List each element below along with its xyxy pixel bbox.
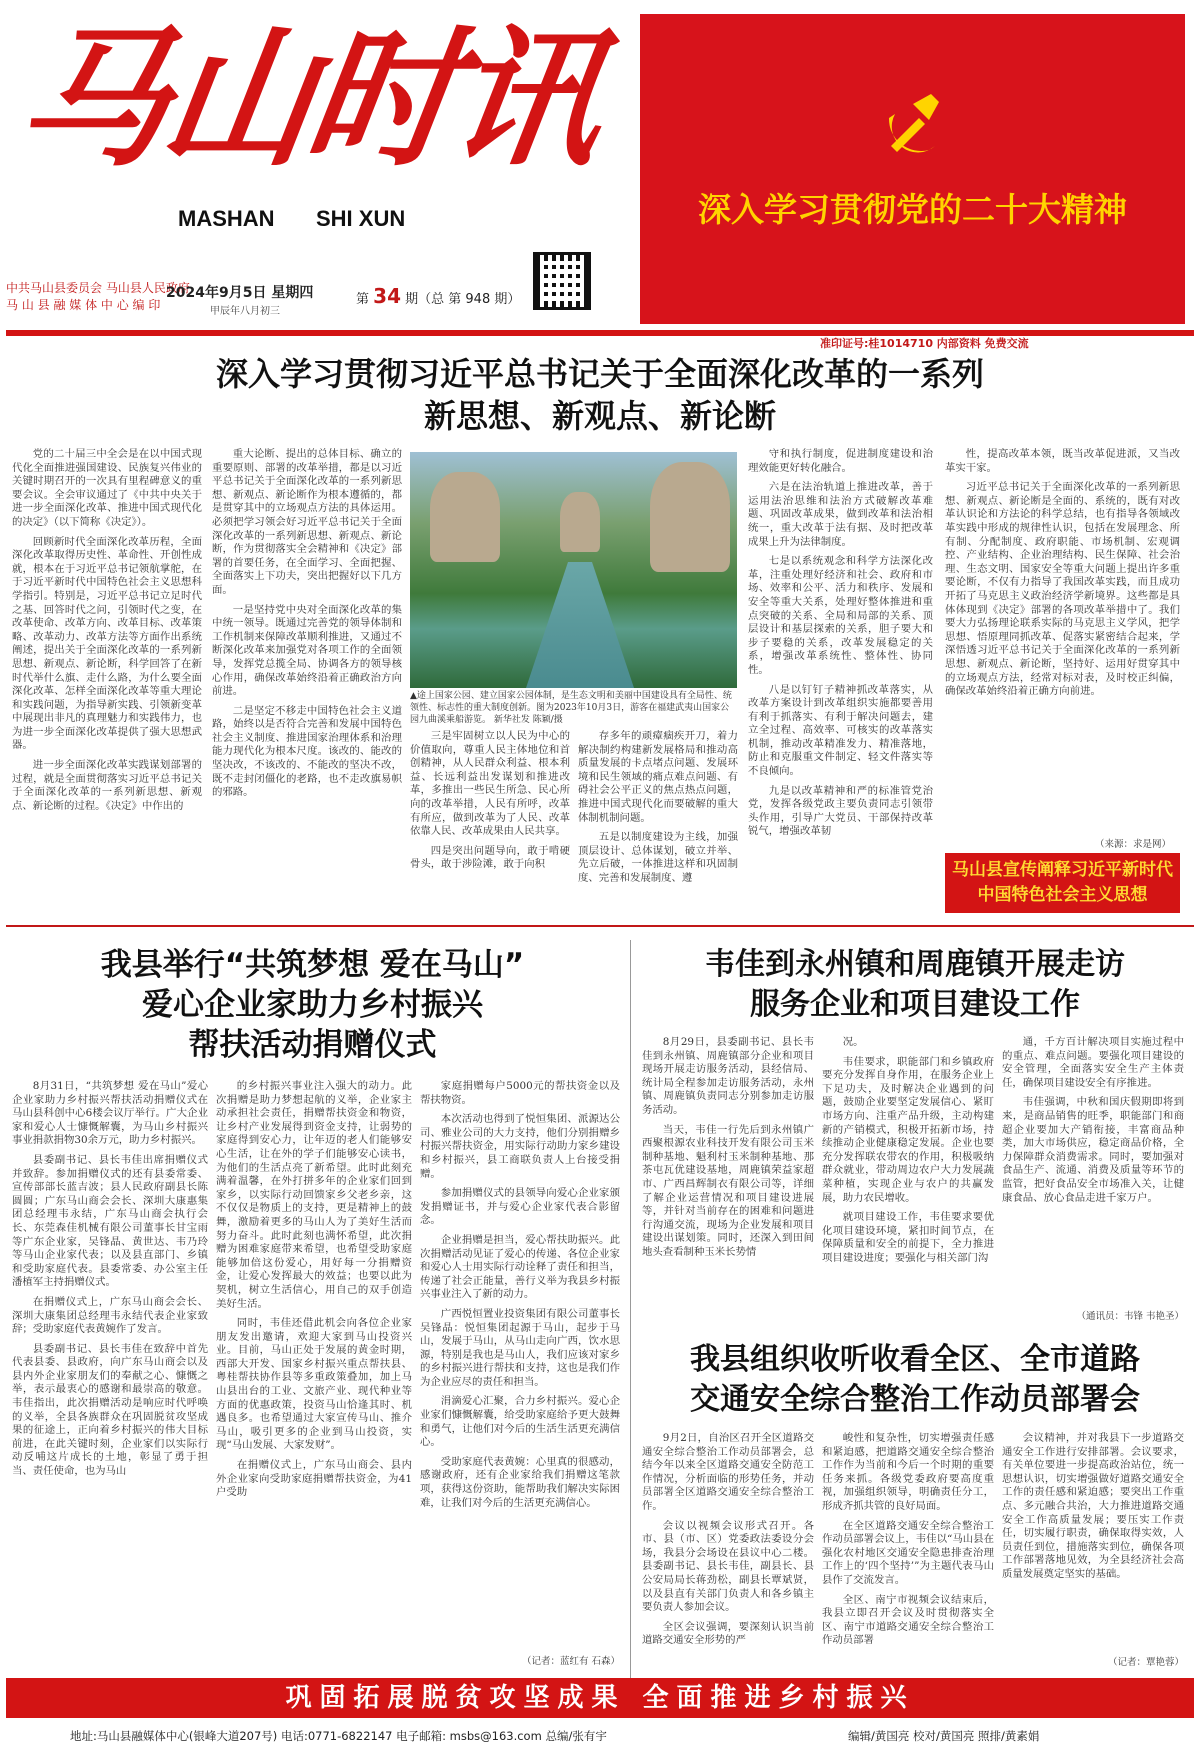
publisher-info <box>6 280 190 314</box>
footer-editors: 编辑/黄国亮 校对/黄国亮 照排/黄素娟 <box>848 1729 1040 1743</box>
lead-headline-line-1: 深入学习贯彻习近平总书记关于全面深化改革的一系列 <box>215 355 984 393</box>
paragraph: 四是突出问题导向，敢于啃硬骨头，敢于涉险滩，敢于向积 <box>410 844 570 871</box>
issue-suffix: 期（总 第 948 期） <box>405 292 521 307</box>
paragraph: 县委副书记、县长韦佳在致辞中首先代表县委、县政府，向广东马山商会以及县内外企业家朋友们的奉献之心、慷慨之举，表示最衷心的感谢和最崇高的敬意。韦佳指出，此次捐赠活动是响应时代呼唤的义举，全县各族群众在巩固脱贫攻坚成果的征途上，正向着乡村振兴的伟大目标前进，在此关键时刻，企业家们以实际行动反哺这片成长的土地，彰显了勇于担当、责任使命，也为马山 <box>12 1342 208 1478</box>
paragraph: 同时，韦佳还借此机会向各位企业家朋友发出邀请，欢迎大家到马山投资兴业。目前，马山正处于发展的黄金时期，西部大开发、国家乡村振兴重点帮扶县、粤桂帮扶协作县等多重政策叠加，加上马山县出台的工业、文旅产业、现代种业等方面的优惠政策，投资马山恰逢其时、机遇良多。也希望通过大家宣传马山、推介马山，吸引更多的企业到马山投资，实现“马山发展、大家发财”。 <box>216 1317 412 1452</box>
section-divider <box>6 925 1194 927</box>
paragraph: 重大论断、提出的总体目标、确立的重要原则、部署的改革举措，都是以习近平总书记关于全面深化改革的一系列新思想、新观点、新论断作为根本遵循的，都是贯穿其中的立场观点方法的具体运用。必须把学习领会好习近平总书记关于全面深化改革的一系列新思想、新观点、新论断，作为贯彻落实全会精神和《决定》部署的首要任务，在全面学习、全面把握、全面落实上下功夫，突出把握好以下几方面。 <box>212 448 402 596</box>
paragraph: 全区会议强调，要深刻认识当前道路交通安全形势的严 <box>642 1620 814 1647</box>
paragraph: 县委副书记、县长韦佳出席捐赠仪式并致辞。参加捐赠仪式的还有县委常委、宣传部部长蓝吉波；县人民政府副县长陈圆圆；广东马山商会会长、深圳大康惠集团总经理韦永结，广东马山商会执行会长、东莞森佳机械有限公司董事长甘宝雨等广东企业家，吴锋晶、黄世达、韦乃玲等马山企业家代表；以及县直部门、乡镇和受助家庭代表。县委常委、办公室主任潘植军主持捐赠仪式。 <box>12 1153 208 1289</box>
paragraph: 当天，韦佳一行先后到永州镇广西聚根源农业科技开发有限公司玉米制种基地、魁利村玉米制种基地、那茶屯瓦优建设基地，周鹿镇荣益家超市、广西昌辉制衣有限公司等，详细了解企业运营情况和项目建设进展等，并针对当前存在的困难和问题进行沟通交流，现场为企业发展和项目建设出谋划策。同时，还深入到田间地头查看制种玉米长势情 <box>642 1123 814 1258</box>
paragraph: 会议以视频会议形式召开。各市、县（市、区）党委政法委设分会场，我县分会场设在县议中心二楼。县委副书记、县长韦佳，副县长、县公安局局长蒋劲松，副县长覃斌贤，以及县直有关部门负责人和各乡镇主要负责人参加会议。 <box>642 1519 814 1614</box>
issue-number <box>356 284 520 308</box>
pinyin-left: MASHAN <box>178 206 275 231</box>
paragraph: 性，提高改革本领，既当改革促进派，又当改革实干家。 <box>945 448 1180 474</box>
paragraph: 在捐赠仪式上，广东马山商会会长、深圳大康集团总经理韦永结代表企业家致辞；受助家庭代表黄婉作了发言。 <box>12 1295 208 1336</box>
paragraph: 存多年的顽瘴痼疾开刀，着力解决制约构建新发展格局和推动高质量发展的卡点堵点问题、发展环境和民生领域的痛点难点问题、有碍社会公平正义的焦点热点问题，推进中国式现代化而要破解的重大体制机制问题。 <box>578 730 738 824</box>
paragraph: 一是坚持党中央对全面深化改革的集中统一领导。既通过完善党的领导体制和工作机制来保障改革顺利推进，又通过不断深化改革来加强党对各项工作的全面领导，发挥党总揽全局、协调各方的领导核心作用，确保改革始终沿着正确政治方向前进。 <box>212 603 402 698</box>
article-4-headline <box>640 1340 1190 1420</box>
paragraph: 七是以系统观念和科学方法深化改革，注重处理好经济和社会、政府和市场、效率和公平、活力和秩序、发展和安全等重大关系，处理好整体推进和重点突破的关系、全局和局部的关系、顶层设计和基层探索的关系，胆子要大和步子要稳的关系，改革发展稳定的关系，增强改革系统性、整体性、协同性。 <box>748 555 933 676</box>
article-2-headline-line-1: 我县举行“共筑梦想 爱在马山” <box>100 947 525 983</box>
paragraph: 会议精神，并对我县下一步道路交通安全工作进行安排部署。会议要求，有关单位要进一步提高政治站位，统一思想认识，切实增强做好道路交通安全工作的责任感和紧迫感；要突出工作重点、多元融合共治，大力推进道路交通安全工作高质量发展；要压实工作责任，切实履行职责，确保取得实效，人员责任到位，措施落实到位，确保各项工作部署落地见效，为全县经济社会高质量发展奠定坚实的基础。 <box>1002 1432 1184 1580</box>
article-2-byline: （记者：蓝红有 石森） <box>521 1656 620 1667</box>
article-3-col-1 <box>642 1036 814 1322</box>
publisher-line-2: 马 山 县 融 媒 体 中 心 编 印 <box>6 298 161 312</box>
promo-box <box>945 853 1180 913</box>
paragraph: 广西悦恒置业投资集团有限公司董事长吴锋晶：悦恒集团起源于马山，起步于马山，发展于马山，从马山走向广西，饮水思源，特别是我也是马山人，我们应该对家乡的乡村振兴进行帮扶和支持，这也是我们作为企业应尽的责任和担当。 <box>420 1307 620 1388</box>
permit-number: 准印证号:桂1014710 内部资料 免费交流 <box>820 337 1029 350</box>
paragraph: 五是以制度建设为主线，加强顶层设计、总体谋划，破立并举、先立后破，一体推进这样和巩固制度、完善和发展制度、遵 <box>578 831 738 884</box>
paragraph: 六是在法治轨道上推进改革，善于运用法治思维和法治方式破解改革难题、巩固改革成果，做到改革和法治相统一，重大改革于法有据、及时把改革成果上升为法律制度。 <box>748 481 933 548</box>
paragraph: 守和执行制度，促进制度建设和治理效能更好转化融合。 <box>748 448 933 474</box>
paragraph: 通，千方百计解决项目实施过程中的重点、难点问题。要强化项目建设的安全管理，全面落实安全生产主体责任，确保项目建设安全有序推进。 <box>1002 1036 1184 1089</box>
paragraph: 习近平总书记关于全面深化改革的一系列新思想、新观点、新论断是全面的、系统的，既有对改革认识论和方法论的科学总结，也有指导各领域改革实践中形成的规律性认识，包括在发展理念、所有制、分配制度、政府职能、市场机制、宏观调控、产业结构、企业治理结构、民生保障、社会治理、生态文明、国家安全等重大问题上提出许多重要论断，不仅有力指导了我国改革实践，而且成功开拓了马克思主义政治经济学新境界。这些都是具体体现到《决定》部署的各项改革举措中了。我们要大力弘扬理论联系实际的马克思主义学风，把学思想、悟原理同抓改革、促落实紧密结合起来，学深悟透习近平总书记关于全面深化改革的一系列新思想、新观点、新论断，坚持好、运用好贯穿其中的立场观点方法，经常对标对表，及时校正纠偏，确保改革始终沿着正确方向前进。 <box>945 481 1180 698</box>
paragraph: 全区、南宁市视频会议结束后，我县立即召开会议及时贯彻落实全区、南宁市道路交通安全综合整治工作动员部署 <box>822 1593 994 1647</box>
article-4-byline: （记者：覃艳蓉） <box>1107 1657 1184 1668</box>
qr-code-icon[interactable] <box>533 252 591 310</box>
article-2-headline <box>10 945 615 1065</box>
article-3-headline <box>640 945 1190 1025</box>
issue-date: 2024年9月5日 星期四 <box>166 285 314 301</box>
promo-line-1: 马山县宣传阐释习近平新时代 <box>952 860 1173 880</box>
article-4-headline-line-2: 交通安全综合整治工作动员部署会 <box>690 1382 1140 1417</box>
article-2-headline-line-3: 帮扶活动捐赠仪式 <box>188 1027 437 1063</box>
paragraph: 的乡村振兴事业注入强大的动力。此次捐赠是助力梦想起航的义举，企业家主动承担社会责任，捐赠帮扶资金和物资，让乡村产业发展得到资金支持，让弱势的家庭得到安心力，让年迈的老人们能够安心生活，让在外的学子们能够安心读书，为他们的生活点亮了新希望。此时此刻充满着温馨，在外打拼多年的企业家们回到家乡，以实际行动回馈家乡父老乡亲，这不仅仅是物质上的支持，更是精神上的鼓舞，激励着更多的马山人为了美好生活而努力奋斗。此时此刻也满怀希望，此次捐赠为困难家庭带来希望，也希望受助家庭能够加倍这份爱心，用好每一分捐赠资金，让爱心发挥最大的效益；也要以此为契机，树立生活信心，用自己的双手创造美好生活。 <box>216 1080 412 1310</box>
lead-source: （来源：求是网） <box>1095 839 1172 850</box>
paragraph: 就项目建设工作，韦佳要求要优化项目建设环境，紧扣时间节点，在保障质量和安全的前提下，全力推进项目建设进度；要强化与相关部门沟 <box>822 1211 994 1264</box>
party-banner <box>640 14 1185 324</box>
photo-caption: ▲途上国家公园、建立国家公园体制，是生态文明和美丽中国建设具有全局性、统领性、标志性的重大制度创新。图为2023年10月3日，游客在福建武夷山国家公园九曲溪乘船游览。 新华社发 陈颖/摄 <box>410 691 732 725</box>
paragraph: 受助家庭代表黄婉：心里真的很感动，感谢政府，还有企业家给我们捐赠这笔款项，获得这份资助，能帮助我们解决实际困难，让我们对今后的生活更充满信心。 <box>420 1455 620 1509</box>
paragraph: 在捐赠仪式上，广东马山商会、县内外企业家向受助家庭捐赠帮扶资金，为41户受助 <box>216 1459 412 1499</box>
paragraph: 况。 <box>842 1036 864 1048</box>
article-4-col-3 <box>1002 1432 1184 1652</box>
lead-headline <box>0 353 1200 437</box>
paragraph: 家庭捐赠每户5000元的帮扶资金以及帮扶物资。 <box>420 1080 620 1106</box>
issue-num: 34 <box>373 284 401 308</box>
lead-col-3 <box>410 730 570 920</box>
article-4-col-2 <box>822 1432 994 1668</box>
paragraph: 8月31日，“共筑梦想 爱在马山”爱心企业家助力乡村振兴帮扶活动捐赠仪式在马山县科创中心6楼会议厅举行。广大企业家和爱心人士慷慨解囊，为马山乡村振兴事业捐款捐物30余万元，助力乡村振兴。 <box>12 1080 208 1147</box>
paragraph: 峻性和复杂性，切实增强责任感和紧迫感，把道路交通安全综合整治工作作为当前和今后一个时期的重要任务来抓。各级党委政府要高度重视，加强组织领导，明确责任分工，形成齐抓共管的良好局面。 <box>822 1432 994 1512</box>
article-2-col-1 <box>12 1080 208 1665</box>
promo-line-2: 中国特色社会主义思想 <box>977 885 1148 905</box>
article-4-headline-line-1: 我县组织收听收看全区、全市道路 <box>690 1342 1140 1377</box>
hammer-sickle-icon <box>640 84 1185 174</box>
lead-headline-line-2: 新思想、新观点、新论断 <box>423 397 776 435</box>
publisher-line-1: 中共马山县委员会 马山县人民政府 <box>6 281 190 295</box>
issue-prefix: 第 <box>356 292 370 307</box>
party-slogan: 深入学习贯彻党的二十大精神 <box>698 190 1127 229</box>
paragraph: 参加捐赠仪式的县领导向爱心企业家颁发捐赠证书，并与爱心企业家代表合影留念。 <box>420 1187 620 1227</box>
footer-banner: 巩固拓展脱贫攻坚成果 全面推进乡村振兴 <box>6 1678 1194 1718</box>
lead-col-1 <box>12 448 202 918</box>
paragraph: 九是以改革精神和严的标准管党治党，发挥各级党政主要负责同志引领带头作用，引导广大党员、干部保持改革锐气，增强改革韧 <box>748 784 933 838</box>
footer-contact: 地址:马山县融媒体中心(银峰大道207号) 电话:0771-6822147 电子邮箱: msbs@163.com 总编/张有宇 <box>70 1729 607 1743</box>
paragraph: 8月29日，县委副书记、县长韦佳到永州镇、周鹿镇部分企业和项目现场开展走访服务活动，县经信局、统计局全程参加走访服务活动，永州镇、周鹿镇负责同志分别参加走访服务活动。 <box>642 1036 814 1116</box>
article-3-headline-line-1: 韦佳到永州镇和周鹿镇开展走访 <box>705 947 1125 982</box>
article-3-headline-line-2: 服务企业和项目建设工作 <box>750 987 1080 1022</box>
paragraph: 二是坚定不移走中国特色社会主义道路，始终以是否符合完善和发展中国特色社会主义制度、推进国家治理体系和治理能力现代化为根本尺度。该改的、能改的坚决改，不该改的、不能改的坚决不改，既不走封闭僵化的老路，也不走改旗易帜的邪路。 <box>212 704 402 799</box>
lead-col-6 <box>945 448 1180 828</box>
article-3-col-2 <box>822 1036 994 1322</box>
article-2-col-2 <box>216 1080 412 1665</box>
paragraph: 涓滴爱心汇聚，合力乡村振兴。爱心企业家们慷慨解囊，给受助家庭给予更大鼓舞和勇气，让他们对今后的生活生活更充满信心。 <box>420 1395 620 1449</box>
newspaper-logo: 马山时讯 <box>7 11 609 187</box>
paragraph: 9月2日，自治区召开全区道路交通安全综合整治工作动员部署会，总结今年以来全区道路交通安全防范工作情况，分析面临的形势任务，并动员部署全区道路交通安全综合整治工作。 <box>642 1432 814 1512</box>
lead-col-4 <box>578 730 738 920</box>
lead-photo <box>410 452 737 688</box>
article-3-byline: （通讯员：韦锋 韦艳圣） <box>1076 1311 1184 1322</box>
paragraph: 在全区道路交通安全综合整治工作动员部署会议上，韦佳以“马山县在强化农村地区交通安全隐患排查治理工作上的‘四个坚持’”为主题代表马山县作了交流发言。 <box>822 1519 994 1586</box>
pinyin-right: SHI XUN <box>316 206 406 231</box>
article-3-col-3 <box>1002 1036 1184 1306</box>
paragraph: 韦佳要求，职能部门和乡镇政府要充分发挥自身作用，在服务企业上下足功夫，及时解决企业遇到的问题，鼓励企业要坚定发展信心、紧盯市场方向、注重产品升级，主动构建新的产销模式，积极开拓新市场，持续推动企业健康稳定发展。企业也要充分发挥联农带农的作用，积极吸纳群众就业，带动周边农户大力发展蔬菜种植，实现企业与农户的共赢发展，助力农民增收。 <box>822 1055 994 1204</box>
paragraph: 本次活动也得到了悦恒集团、派源达公司、雅业公司的大力支持，他们分别捐赠乡村振兴帮扶资金，用实际行动助力家乡建设和乡村振兴，县工商联负责人上台接受捐赠。 <box>420 1113 620 1180</box>
article-4-col-1 <box>642 1432 814 1668</box>
paragraph: 党的二十届三中全会是在以中国式现代化全面推进强国建设、民族复兴伟业的关键时期召开的一次具有里程碑意义的重要会议。全会审议通过了《中共中央关于进一步全面深化改革、推进中国式现代化的决定》（以下简称《决定》）。 <box>12 448 202 528</box>
paragraph: 进一步全面深化改革实践谋划部署的过程，就是全面贯彻落实习近平总书记关于全面深化改革的一系列新思想、新观点、新论断的过程。《决定》中作出的 <box>12 759 202 812</box>
lunar-date: 甲辰年八月初三 <box>210 306 280 317</box>
article-2-headline-line-2: 爱心企业家助力乡村振兴 <box>142 987 483 1023</box>
paragraph: 八是以钉钉子精神抓改革落实，从改革方案设计到改革组织实施都要善用有利于抓落实、有利于解决问题去，建立全过程、高效率、可核实的改革落实机制，推动改革精准发力、精准落地，防止和克服重文件制定、轻文件落实等不良倾向。 <box>748 683 933 778</box>
article-2-col-3 <box>420 1080 620 1650</box>
paragraph: 回顾新时代全面深化改革历程，全面深化改革取得历史性、革命性、开创性成就，根本在于习近平总书记领航掌舵，在于习近平新时代中国特色社会主义思想科学指引。特别是，习近平总书记立足时代之基、回答时代之问，引领时代之变，在改革使命、改革方向、改革目标、改革策略、改革动力、改革方法等方面作出系统阐述，提出关于全面深化改革的一系列新思想、新观点、新论断，科学回答了在新时代举什么旗、走什么路，为什么要全面深化改革、怎样全面深化改革等重大理论和实践问题，为指导新实践、引领新变革中展现出非凡的真理魅力和实践伟力，也为进一步全面深化改革提供了强大思想武器。 <box>12 535 202 752</box>
lead-col-5 <box>748 448 933 918</box>
lead-col-2 <box>212 448 402 918</box>
paragraph: 三是牢固树立以人民为中心的价值取向，尊重人民主体地位和首创精神，从人民群众利益、根本利益、长远利益出发谋划和推进改革，多推出一些民生所急、民心所向的改革举措，人民有所呼，改革有所应，做到改革为了人民、改革依靠人民、改革成果由人民共享。 <box>410 730 570 838</box>
paragraph: 企业捐赠是担当，爱心帮扶助振兴。此次捐赠活动见证了爱心的传递、各位企业家和爱心人士用实际行动诠释了责任和担当，传递了社会正能量，善行义举为我县乡村振兴事业注入了新的动力。 <box>420 1233 620 1301</box>
paragraph: 韦佳强调，中秋和国庆假期即将到来，是商品销售的旺季，职能部门和商超企业要加大产销衔接，丰富商品种类，加大市场供应，稳定商品价格，全力保障群众消费需求。同时，要加强对食品生产、流通、消费及质量等环节的监管，把好食品安全市场准入关，让健康食品、放心食品走进千家万户。 <box>1002 1096 1184 1204</box>
column-divider <box>630 940 631 1700</box>
